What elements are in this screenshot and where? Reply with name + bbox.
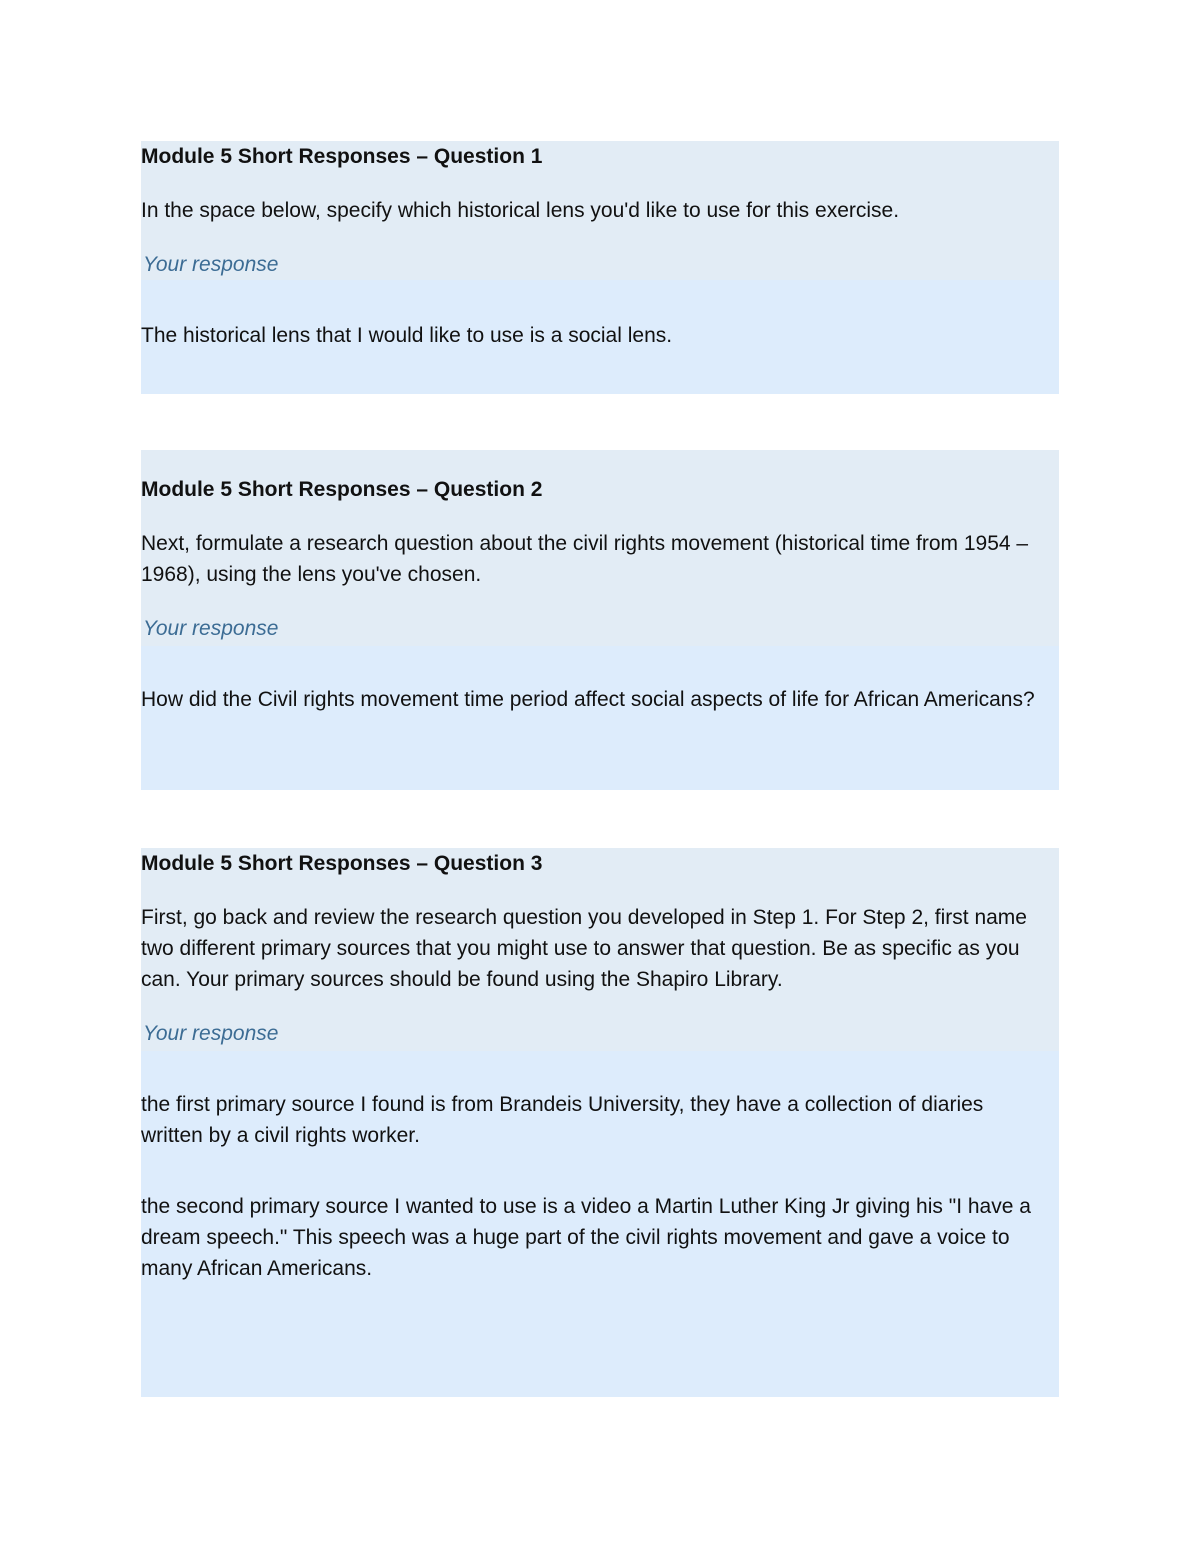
question-3-answer-1: the first primary source I found is from Brandeis University, they have a collection of diaries written by a civil rights worker. — [141, 1093, 984, 1147]
question-2-title: Module 5 Short Responses – Question 2 — [141, 478, 543, 501]
question-2-prompt-area — [141, 450, 1059, 646]
question-3-prompt-area — [141, 848, 1059, 1051]
question-3-response-area[interactable] — [141, 1051, 1059, 1397]
question-1-answer: The historical lens that I would like to use is a social lens. — [141, 324, 673, 347]
question-3-prompt: First, go back and review the research question you developed in Step 1. For Step 2, first name two different primary sources that you might use to answer that question. Be as specific as you can. Your primary sources should be found using the Shapiro Library. — [141, 906, 1027, 991]
question-2-prompt: Next, formulate a research question about the civil rights movement (historical time from 1954 – 1968), using the lens you've chosen. — [141, 532, 1029, 586]
question-1-title: Module 5 Short Responses – Question 1 — [141, 145, 543, 168]
question-1-prompt: In the space below, specify which historical lens you'd like to use for this exercise. — [141, 199, 900, 222]
question-3-answer-2: the second primary source I wanted to use is a video a Martin Luther King Jr giving his "I have a dream speech." This speech was a huge part of the civil rights movement and gave a voice to many African Americans. — [141, 1195, 1031, 1280]
question-1-response-label: Your response — [143, 253, 279, 276]
question-2-response-label: Your response — [143, 617, 279, 640]
question-1-block — [141, 141, 1059, 394]
question-1-prompt-area — [141, 141, 1059, 280]
question-1-response-area[interactable] — [141, 280, 1059, 394]
question-3-block — [141, 848, 1059, 1397]
question-2-answer: How did the Civil rights movement time period affect social aspects of life for African Americans? — [141, 688, 1035, 711]
question-3-title: Module 5 Short Responses – Question 3 — [141, 852, 543, 875]
question-3-response-label: Your response — [143, 1022, 279, 1045]
question-2-response-area[interactable] — [141, 646, 1059, 790]
question-2-block — [141, 450, 1059, 790]
